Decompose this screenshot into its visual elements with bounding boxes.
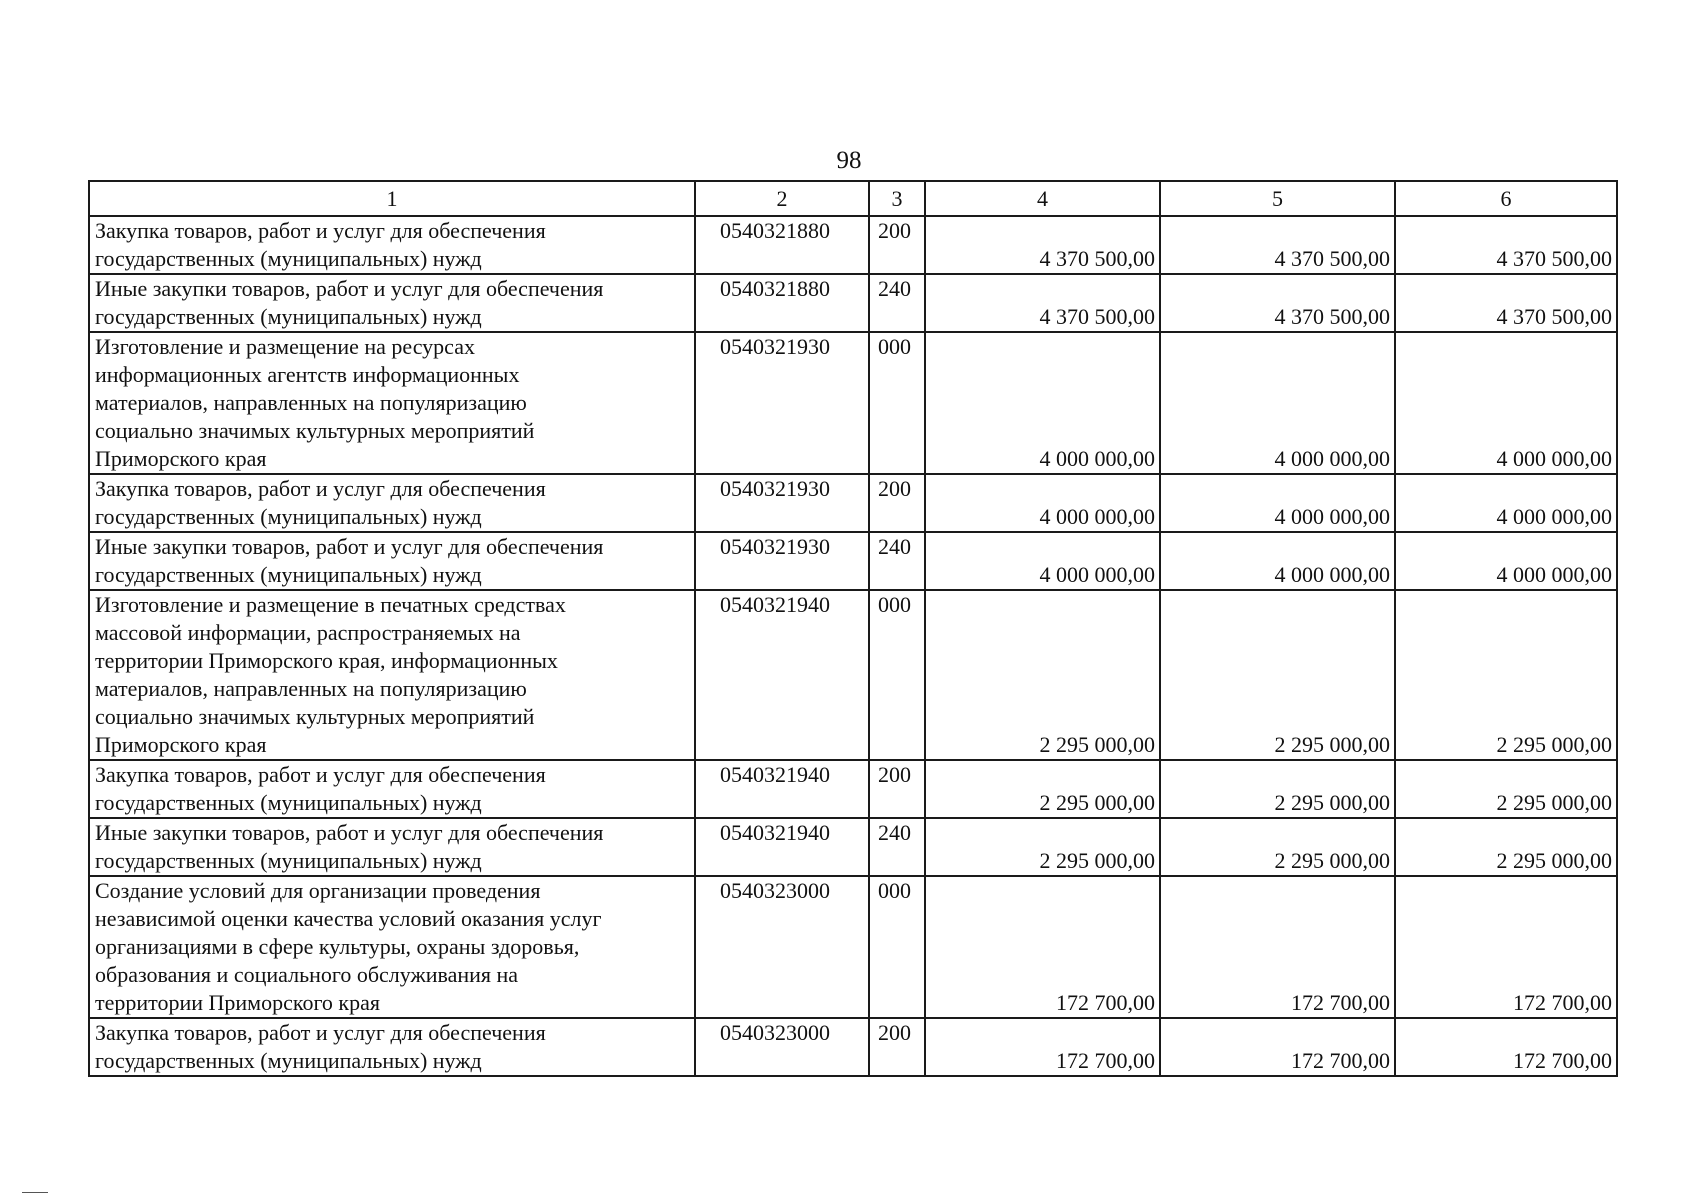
expense-name-line: Закупка товаров, работ и услуг для обеспечения (95, 476, 546, 501)
expense-name-line: территории Приморского края, информационных (95, 648, 558, 673)
table-row (89, 1018, 1617, 1076)
amount-year-3-cell: 172 700,00 (1395, 1018, 1617, 1076)
column-header-4: 4 (925, 181, 1160, 216)
amount-year-1-cell: 2 295 000,00 (925, 590, 1160, 760)
expense-name-cell (89, 474, 695, 532)
expense-name-cell (89, 332, 695, 474)
amount-year-1-cell: 4 370 500,00 (925, 216, 1160, 274)
column-header-3: 3 (869, 181, 925, 216)
table-row (89, 760, 1617, 818)
expense-name-line: социально значимых культурных мероприятий (95, 418, 535, 443)
expense-name-line: образования и социального обслуживания на (95, 962, 519, 987)
expense-name-line: Иные закупки товаров, работ и услуг для обеспечения (95, 276, 604, 301)
expense-type-code-cell: 000 (869, 590, 925, 760)
amount-year-1-cell: 172 700,00 (925, 1018, 1160, 1076)
scan-corner-mark (22, 1192, 48, 1193)
table-row (89, 274, 1617, 332)
expense-name-line: Иные закупки товаров, работ и услуг для обеспечения (95, 820, 604, 845)
target-article-code-cell: 0540321940 (695, 590, 869, 760)
table-row (89, 332, 1617, 474)
expense-name-line: территории Приморского края (95, 990, 380, 1015)
expense-name-cell (89, 818, 695, 876)
expense-name-cell (89, 760, 695, 818)
expense-name-line: материалов, направленных на популяризацию (95, 390, 527, 415)
amount-year-3-cell: 2 295 000,00 (1395, 818, 1617, 876)
expense-name-line: государственных (муниципальных) нужд (95, 790, 482, 815)
expense-type-code-cell: 000 (869, 332, 925, 474)
column-header-1: 1 (89, 181, 695, 216)
target-article-code-cell: 0540321940 (695, 818, 869, 876)
amount-year-1-cell: 4 370 500,00 (925, 274, 1160, 332)
expense-type-code-cell: 200 (869, 1018, 925, 1076)
expense-name-line: социально значимых культурных мероприятий (95, 704, 535, 729)
expense-name-line: информационных агентств информационных (95, 362, 520, 387)
amount-year-3-cell: 4 370 500,00 (1395, 216, 1617, 274)
amount-year-2-cell: 172 700,00 (1160, 876, 1395, 1018)
amount-year-2-cell: 2 295 000,00 (1160, 760, 1395, 818)
target-article-code-cell: 0540323000 (695, 1018, 869, 1076)
table-row (89, 216, 1617, 274)
amount-year-1-cell: 172 700,00 (925, 876, 1160, 1018)
column-header-5: 5 (1160, 181, 1395, 216)
amount-year-1-cell: 4 000 000,00 (925, 332, 1160, 474)
target-article-code-cell: 0540321880 (695, 216, 869, 274)
expense-name-line: Изготовление и размещение в печатных средствах (95, 592, 566, 617)
expense-name-line: государственных (муниципальных) нужд (95, 848, 482, 873)
expense-name-cell (89, 876, 695, 1018)
amount-year-2-cell: 4 000 000,00 (1160, 474, 1395, 532)
expense-type-code-cell: 200 (869, 474, 925, 532)
amount-year-3-cell: 4 000 000,00 (1395, 532, 1617, 590)
amount-year-2-cell: 4 370 500,00 (1160, 216, 1395, 274)
amount-year-1-cell: 2 295 000,00 (925, 818, 1160, 876)
amount-year-2-cell: 4 370 500,00 (1160, 274, 1395, 332)
expense-name-line: организациями в сфере культуры, охраны здоровья, (95, 934, 580, 959)
amount-year-2-cell: 4 000 000,00 (1160, 332, 1395, 474)
expense-name-cell (89, 532, 695, 590)
target-article-code-cell: 0540321930 (695, 532, 869, 590)
expense-type-code-cell: 240 (869, 818, 925, 876)
column-header-6: 6 (1395, 181, 1617, 216)
amount-year-1-cell: 4 000 000,00 (925, 474, 1160, 532)
expense-name-line: Закупка товаров, работ и услуг для обеспечения (95, 218, 546, 243)
amount-year-2-cell: 172 700,00 (1160, 1018, 1395, 1076)
amount-year-3-cell: 4 370 500,00 (1395, 274, 1617, 332)
amount-year-2-cell: 2 295 000,00 (1160, 590, 1395, 760)
expense-name-cell (89, 216, 695, 274)
expense-name-cell (89, 590, 695, 760)
expense-type-code-cell: 000 (869, 876, 925, 1018)
amount-year-3-cell: 2 295 000,00 (1395, 760, 1617, 818)
amount-year-2-cell: 4 000 000,00 (1160, 532, 1395, 590)
table-row (89, 532, 1617, 590)
expense-type-code-cell: 240 (869, 274, 925, 332)
expense-name-line: Иные закупки товаров, работ и услуг для обеспечения (95, 534, 604, 559)
expense-name-line: Закупка товаров, работ и услуг для обеспечения (95, 762, 546, 787)
expense-name-line: материалов, направленных на популяризацию (95, 676, 527, 701)
expense-name-line: Изготовление и размещение на ресурсах (95, 334, 475, 359)
expense-name-cell (89, 1018, 695, 1076)
expense-name-line: государственных (муниципальных) нужд (95, 562, 482, 587)
expense-name-line: государственных (муниципальных) нужд (95, 246, 482, 271)
expense-name-line: Приморского края (95, 732, 267, 757)
amount-year-3-cell: 172 700,00 (1395, 876, 1617, 1018)
amount-year-3-cell: 2 295 000,00 (1395, 590, 1617, 760)
expense-name-line: Приморского края (95, 446, 267, 471)
amount-year-1-cell: 2 295 000,00 (925, 760, 1160, 818)
expense-name-cell (89, 274, 695, 332)
expense-type-code-cell: 200 (869, 216, 925, 274)
expense-name-line: массовой информации, распространяемых на (95, 620, 521, 645)
table-row (89, 876, 1617, 1018)
amount-year-2-cell: 2 295 000,00 (1160, 818, 1395, 876)
expense-name-line: Создание условий для организации проведения (95, 878, 541, 903)
table-header-row (89, 181, 1617, 216)
expense-name-line: государственных (муниципальных) нужд (95, 304, 482, 329)
table-row (89, 474, 1617, 532)
amount-year-3-cell: 4 000 000,00 (1395, 332, 1617, 474)
expense-type-code-cell: 200 (869, 760, 925, 818)
target-article-code-cell: 0540321880 (695, 274, 869, 332)
budget-table (88, 180, 1618, 1077)
expense-type-code-cell: 240 (869, 532, 925, 590)
expense-name-line: государственных (муниципальных) нужд (95, 504, 482, 529)
table-row (89, 590, 1617, 760)
target-article-code-cell: 0540321940 (695, 760, 869, 818)
amount-year-1-cell: 4 000 000,00 (925, 532, 1160, 590)
expense-name-line: независимой оценки качества условий оказания услуг (95, 906, 602, 931)
target-article-code-cell: 0540321930 (695, 474, 869, 532)
amount-year-3-cell: 4 000 000,00 (1395, 474, 1617, 532)
table-body (89, 181, 1617, 1076)
target-article-code-cell: 0540321930 (695, 332, 869, 474)
page-number: 98 (836, 147, 862, 174)
table-row (89, 818, 1617, 876)
column-header-2: 2 (695, 181, 869, 216)
target-article-code-cell: 0540323000 (695, 876, 869, 1018)
expense-name-line: государственных (муниципальных) нужд (95, 1048, 482, 1073)
expense-name-line: Закупка товаров, работ и услуг для обеспечения (95, 1020, 546, 1045)
